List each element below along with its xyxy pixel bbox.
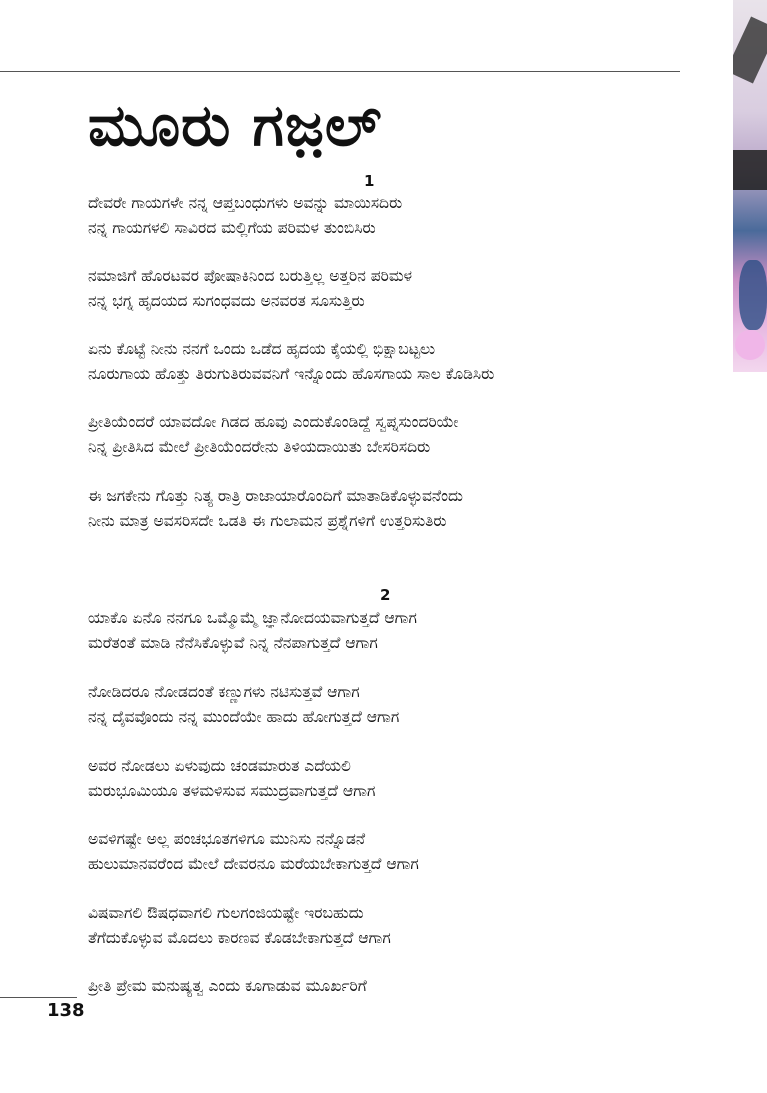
poem-line: ಅವಳಿಗಷ್ಟೇ ಅಲ್ಲ ಪಂಚಭೂತಗಳಿಗೂ ಮುನಿಸು ನನ್ನೊಡನೆ	[88, 830, 366, 848]
poem-line: ಮರುಭೂಮಿಯೂ ತಳಮಳಿಸುವ ಸಮುದ್ರವಾಗುತ್ತದೆ ಆಗಾಗ	[88, 782, 376, 800]
artwork-shape	[739, 260, 767, 330]
poem-line: ನನ್ನ ದೈವವೊಂದು ನನ್ನ ಮುಂದೆಯೇ ಹಾದು ಹೋಗುತ್ತದೆ ಆಗಾಗ	[88, 708, 400, 726]
poem-line: ನೀನು ಮಾತ್ರ ಅವಸರಿಸದೇ ಒಡತಿ ಈ ಗುಲಾಮನ ಪ್ರಶ್ನೆಗಳಿಗೆ ಉತ್ತರಿಸುತಿರು	[88, 512, 447, 530]
page-title: ಮೂರು ಗಜ಼ಲ್	[88, 91, 383, 159]
poem-number: 1	[364, 172, 375, 190]
poem-line: ಏನು ಕೊಟ್ಟೆ ನೀನು ನನಗೆ ಒಂದು ಒಡೆದ ಹೃದಯ ಕೈಯಲ್ಲಿ ಭಿಕ್ಷಾಬಟ್ಟಲು	[88, 340, 436, 358]
artwork-shape	[735, 330, 765, 360]
poem-line: ನಮಾಜಿಗೆ ಹೊರಟವರ ಪೋಷಾಕಿನಿಂದ ಬರುತ್ತಿಲ್ಲ ಅತ್ತರಿನ ಪರಿಮಳ	[88, 267, 413, 285]
poem-line: ನನ್ನ ಗಾಯಗಳಲಿ ಸಾವಿರದ ಮಲ್ಲಿಗೆಯ ಪರಿಮಳ ತುಂಬಿಸಿರು	[88, 219, 376, 237]
poem-line: ಈ ಜಗಕೇನು ಗೊತ್ತು ನಿತ್ಯ ರಾತ್ರಿ ರಾಜಾಯಾರೊಂದಿಗೆ ಮಾತಾಡಿಕೊಳ್ಳುವನೆಂದು	[88, 487, 463, 505]
poem-line: ತೆಗೆದುಕೊಳ್ಳುವ ಮೊದಲು ಕಾರಣವ ಕೊಡಬೇಕಾಗುತ್ತದೆ ಆಗಾಗ	[88, 929, 391, 947]
bottom-rule	[0, 997, 77, 998]
poem-line: ನಿನ್ನ ಪ್ರೀತಿಸಿದ ಮೇಲೆ ಪ್ರೀತಿಯೆಂದರೇನು ತಿಳಿಯದಾಯಿತು ಬೇಸರಿಸದಿರು	[88, 438, 431, 456]
poem-line: ಅವರ ನೋಡಲು ಏಳುವುದು ಚಂಡಮಾರುತ ಎದೆಯಲಿ	[88, 757, 351, 775]
poem-line: ದೇವರೇ ಗಾಯಗಳೇ ನನ್ನ ಆಪ್ತಬಂಧುಗಳು ಅವನ್ನು ಮಾಯಿಸದಿರು	[88, 194, 403, 212]
poem-number: 2	[380, 586, 391, 604]
artwork-shape	[733, 16, 767, 83]
artwork-shape	[733, 150, 767, 190]
poem-line: ಯಾಕೊ ಏನೊ ನನಗೂ ಒಮ್ಮೊಮ್ಮೆ ಜ್ಞಾನೋದಯವಾಗುತ್ತದೆ ಆಗಾಗ	[88, 609, 417, 627]
poem-line: ನನ್ನ ಭಗ್ನ ಹೃದಯದ ಸುಗಂಧವದು ಅನವರತ ಸೂಸುತ್ತಿರು	[88, 292, 365, 310]
poem-line: ಪ್ರೀತಿ ಪ್ರೇಮ ಮನುಷ್ಯತ್ವ ಎಂದು ಕೂಗಾಡುವ ಮೂರ್ಖರಿಗೆ	[88, 977, 367, 995]
page-number: 138	[47, 1000, 85, 1021]
poem-line: ನೂರುಗಾಯ ಹೊತ್ತು ತಿರುಗುತಿರುವವನಿಗೆ ಇನ್ನೊಂದು ಹೊಸಗಾಯ ಸಾಲ ಕೊಡಿಸಿರು	[88, 365, 495, 383]
poem-line: ನೋಡಿದರೂ ನೋಡದಂತೆ ಕಣ್ಣುಗಳು ನಟಿಸುತ್ತವೆ ಆಗಾಗ	[88, 683, 360, 701]
poem-line: ಮರೆತಂತೆ ಮಾಡಿ ನೆನೆಸಿಕೊಳ್ಳುವೆ ನಿನ್ನ ನೆನಪಾಗುತ್ತದೆ ಆಗಾಗ	[88, 634, 378, 652]
poem-line: ಪ್ರೀತಿಯೆಂದರೆ ಯಾವದೋ ಗಿಡದ ಹೂವು ಎಂದುಕೊಂಡಿದ್ದೆ ಸ್ವಪ್ನಸುಂದರಿಯೇ	[88, 413, 459, 431]
poem-line: ವಿಷವಾಗಲಿ ಔಷಧವಾಗಲಿ ಗುಲಗಂಜಿಯಷ್ಟೇ ಇರಬಹುದು	[88, 904, 364, 922]
top-rule	[0, 71, 680, 72]
side-artwork-image	[733, 0, 767, 372]
poem-line: ಹುಲುಮಾನವರೆಂದ ಮೇಲೆ ದೇವರನೂ ಮರೆಯಬೇಕಾಗುತ್ತದೆ ಆಗಾಗ	[88, 855, 419, 873]
